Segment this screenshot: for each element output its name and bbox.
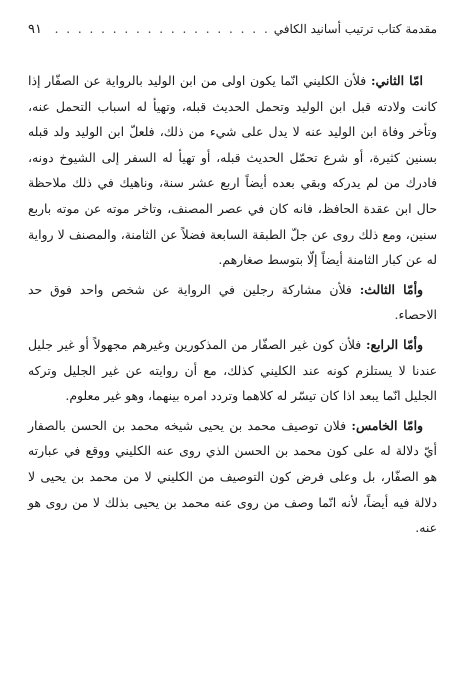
paragraph-second-point (28, 68, 437, 273)
paragraph-text: فلان توصيف محمد بن يحيى شيخه محمد بن الحسن بالصفار أيّ دلالة له على كون محمد بن الحسن الذي روى عنه الكليني ووقع في عبارته هو الصفّار، بل وعلى فرض كون التوصيف من الكليني لا من محمد بن يحيى لا دلالة فيه أيضاً، لأنه انّما وصف من روى عنه محمد بن يحيى بذلك لا من روى هو عنه. (28, 417, 437, 536)
paragraph-lead: وأمّا الثالث: (359, 281, 423, 297)
header-leader-dots (46, 22, 270, 36)
header-title: مقدمة كتاب ترتيب أسانيد الكافي (273, 22, 437, 36)
paragraph-lead: امّا الثاني: (370, 73, 423, 88)
paragraph-text: فلأن كون غير الصفّار من المذكورين وغيرهم مجهولاً أو غير جليل عندنا لا يستلزم كونه عند الكليني كذلك، مع أن روايته عن غير الجليل وتركه الجليل انّما يبعد اذا كان تيسّر له كلاهما وتردد امره بينهما، وهو غير معلوم. (28, 336, 437, 404)
running-header (28, 22, 437, 42)
paragraph-lead: وامّا الخامس: (351, 417, 423, 433)
paragraph-third-point (28, 277, 437, 328)
paragraph-text: فلأن مشاركة رجلين في الرواية عن شخص واحد فوق حد الاحصاء. (28, 281, 437, 323)
paragraph-text: فلأن الكليني انّما يكون اولى من ابن الوليد بالرواية عن الصفّار إذا كانت ولادته قبل ابن الوليد وتحمل الحديث قبله، وتهيأ له اسباب التحمل عنه، وتأخر وفاة ابن الوليد عنه لا يدل على شيء من ذلك، فلعلّ ابن الوليد ولد قبله بسنين كثيرة، أو شرع تحمّل الحديث قبله، أو تهيأ له السفر إلى الشيوخ دونه، فادرك من لم يدركه وبقي بعده أيضاً اربع عشر سنة، وناهيك في ذلك ملاحظة حال ابن عقدة الحافظ، فانه كان في عصر المصنف، وتاخر موته عن موته باربع سنين، ومع ذلك روى عن جلّ الطبقة السابعة فضلاً عن الثامنة، والمصنف لا رواية له عن كبار الثامنة أيضاً إلّا بتوسط صغارهم. (28, 73, 437, 268)
paragraph-fourth-point (28, 332, 437, 409)
body-text (28, 68, 437, 545)
page-number: ٩١ (28, 22, 42, 37)
paragraph-fifth-point (28, 413, 437, 541)
paragraph-lead: وأمّا الرابع: (365, 336, 423, 352)
